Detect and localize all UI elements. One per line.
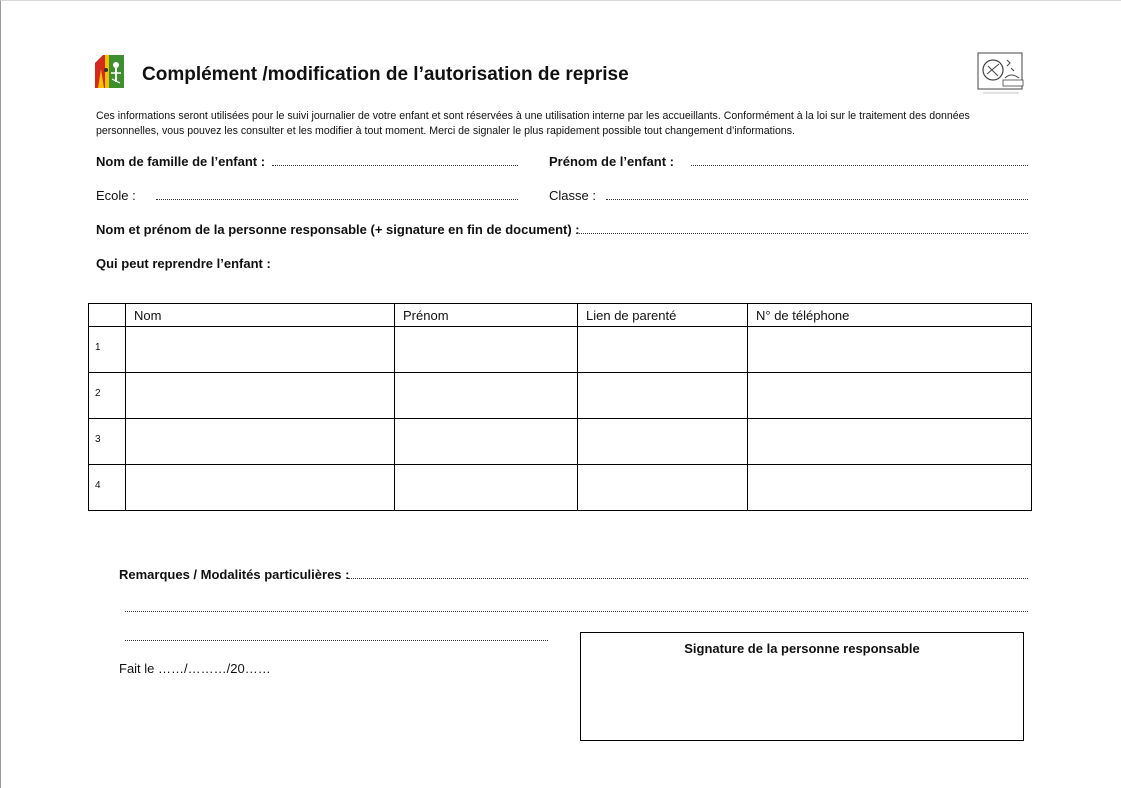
page-title: Complément /modification de l’autorisation de reprise: [142, 64, 629, 85]
name-cell[interactable]: [126, 465, 395, 511]
pickup-label: Qui peut reprendre l’enfant :: [96, 256, 271, 271]
row-number: 1: [89, 327, 126, 373]
row-number: 2: [89, 373, 126, 419]
name-cell[interactable]: [126, 327, 395, 373]
first-name-field[interactable]: [691, 165, 1028, 166]
name-cell[interactable]: [126, 373, 395, 419]
relationship-cell[interactable]: [578, 465, 748, 511]
remarks-field-line-1[interactable]: [348, 578, 1028, 579]
family-name-label: Nom de famille de l’enfant :: [96, 154, 266, 169]
remarks-field-line-3[interactable]: [125, 640, 548, 641]
table-header-index: [89, 304, 126, 327]
first-name-cell[interactable]: [395, 373, 578, 419]
phone-cell[interactable]: [748, 327, 1032, 373]
relationship-cell[interactable]: [578, 327, 748, 373]
class-field[interactable]: [606, 199, 1028, 200]
name-cell[interactable]: [126, 419, 395, 465]
intro-text: Ces informations seront utilisées pour le suivi journalier de votre enfant et sont réservées à une utilisation interne par les accueillants. Conformément à la loi sur le traitement des données personnelles, vous pouvez les consulter et les modifier à tout moment. Merci de signaler le plus rapidement possible tout changement d’informations.: [96, 110, 970, 137]
childcare-logo-icon: [977, 52, 1025, 96]
responsible-field[interactable]: [576, 233, 1028, 234]
row-number: 3: [89, 419, 126, 465]
table-header-first-name: Prénom: [395, 304, 578, 327]
school-crest-icon: [95, 55, 124, 88]
relationship-cell[interactable]: [578, 419, 748, 465]
pickup-table: [88, 303, 1032, 511]
table-header-row: [89, 304, 1032, 327]
school-field[interactable]: [156, 199, 518, 200]
signature-title: Signature de la personne responsable: [684, 641, 920, 656]
table-row: [89, 327, 1032, 373]
first-name-cell[interactable]: [395, 327, 578, 373]
first-name-cell[interactable]: [395, 419, 578, 465]
table-row: [89, 465, 1032, 511]
table-header-relationship: Lien de parenté: [578, 304, 748, 327]
relationship-cell[interactable]: [578, 373, 748, 419]
row-number: 4: [89, 465, 126, 511]
date-line[interactable]: Fait le ……/………/20……: [119, 661, 271, 676]
table-row: [89, 419, 1032, 465]
first-name-cell[interactable]: [395, 465, 578, 511]
family-name-field[interactable]: [272, 165, 518, 166]
phone-cell[interactable]: [748, 419, 1032, 465]
signature-box[interactable]: [580, 632, 1024, 741]
table-header-phone: N° de téléphone: [748, 304, 1032, 327]
phone-cell[interactable]: [748, 465, 1032, 511]
phone-cell[interactable]: [748, 373, 1032, 419]
table-header-name: Nom: [126, 304, 395, 327]
responsible-label: Nom et prénom de la personne responsable (+ signature en fin de document) :: [96, 222, 580, 237]
remarks-field-line-2[interactable]: [125, 611, 1028, 612]
class-label: Classe :: [549, 188, 596, 203]
table-row: [89, 373, 1032, 419]
remarks-label: Remarques / Modalités particulières :: [119, 567, 350, 582]
first-name-label: Prénom de l’enfant :: [549, 154, 674, 169]
school-label: Ecole :: [96, 188, 136, 203]
